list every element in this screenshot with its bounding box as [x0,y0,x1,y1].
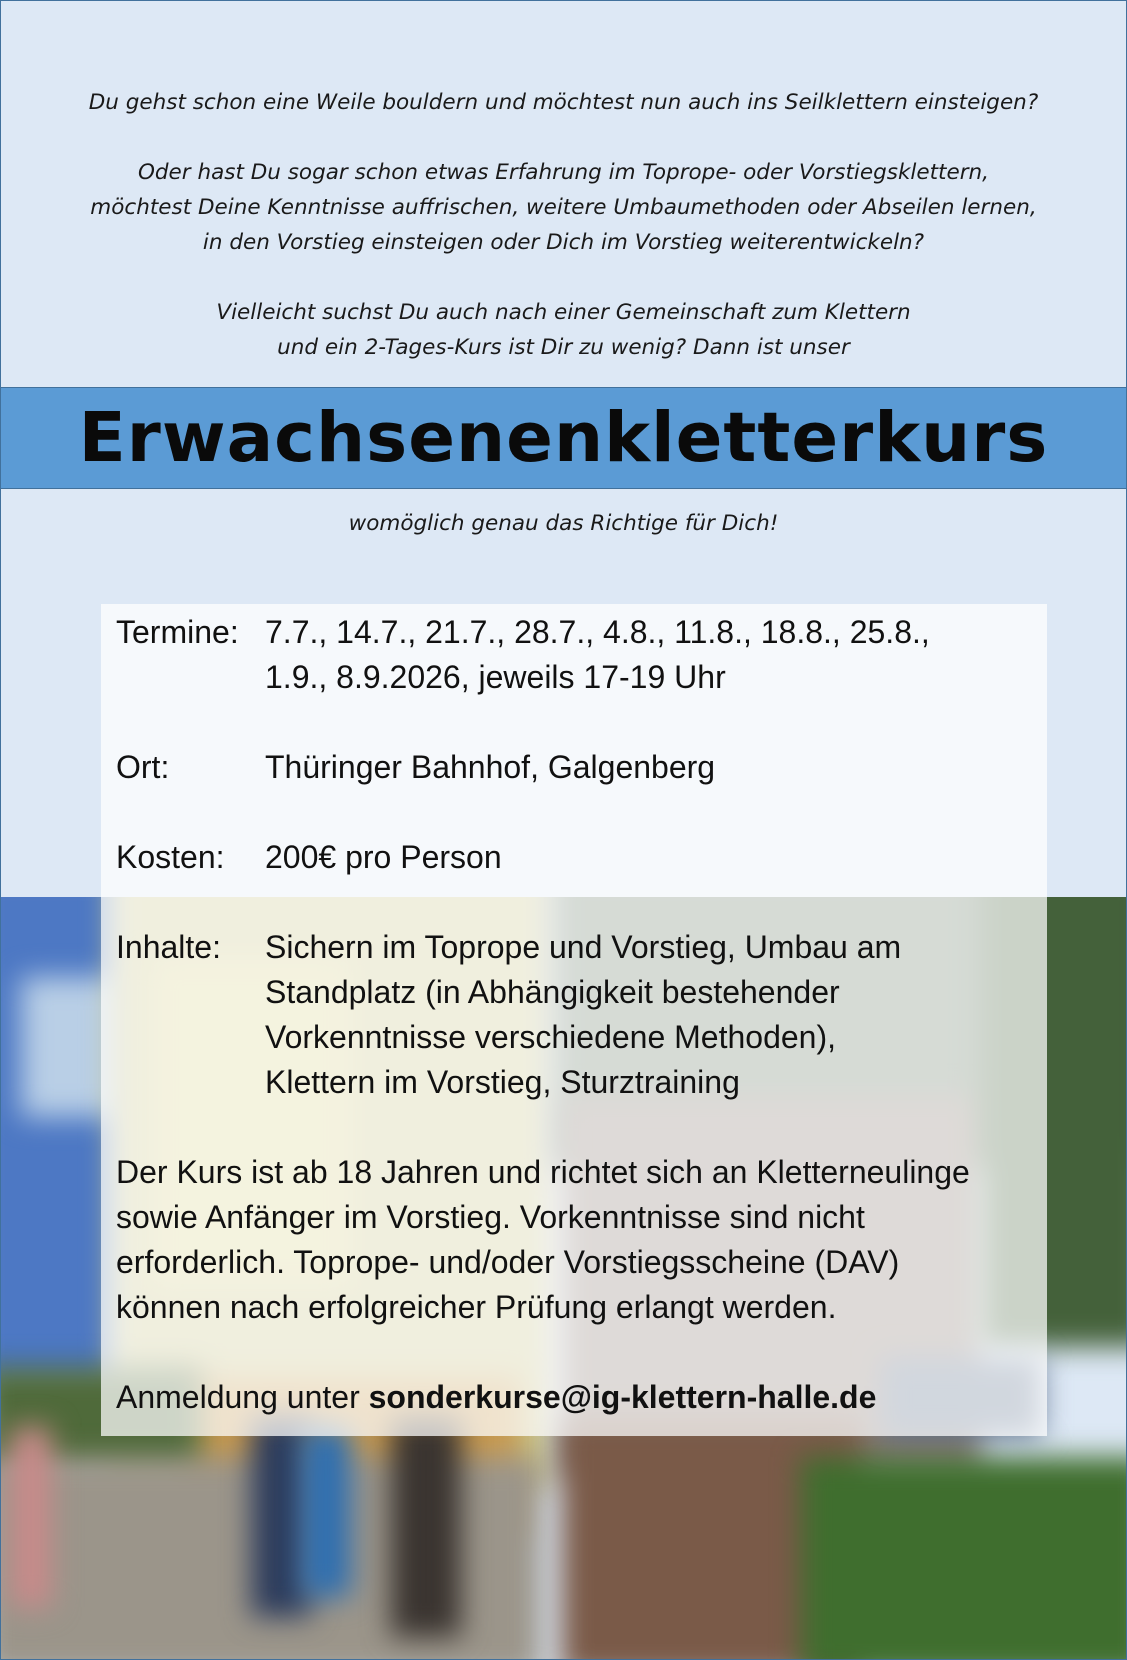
inhalte-label: Inhalte: [116,929,221,965]
page-title: Erwachsenenkletterkurs [78,398,1049,478]
info-card [101,604,1047,1436]
termine-value [265,610,1037,700]
description-line: Der Kurs ist ab 18 Jahren und richtet sich an Kletterneulinge [116,1154,970,1190]
registration-email[interactable]: sonderkurse@ig-klettern-halle.de [368,1379,877,1415]
inhalte-value [265,925,1037,1105]
ort-row [116,745,1037,790]
inhalte-line: Klettern im Vorstieg, Sturztraining [265,1064,740,1100]
intro-p3-line: Vielleicht suchst Du auch nach einer Gemeinschaft zum Klettern [216,300,911,325]
registration-prefix: Anmeldung unter [116,1379,369,1415]
kosten-row [116,835,1037,880]
intro-p2-line: in den Vorstieg einsteigen oder Dich im Vorstieg weiterentwickeln? [202,230,925,255]
info-content [116,610,1037,1420]
description-line: sowie Anfänger im Vorstieg. Vorkenntnisse sind nicht [116,1199,865,1235]
intro-p2-line: möchtest Deine Kenntnisse auffrischen, weitere Umbaumethoden oder Abseilen lernen, [90,195,1037,220]
ort-value: Thüringer Bahnhof, Galgenberg [265,749,716,785]
course-description [116,1150,1037,1330]
kosten-label: Kosten: [116,839,225,875]
registration-line [116,1375,1037,1420]
tagline: womöglich genau das Richtige für Dich! [348,511,779,536]
termine-line: 7.7., 14.7., 21.7., 28.7., 4.8., 11.8., 18.8., 25.8., [265,614,930,650]
inhalte-line: Sichern im Toprope und Vorstieg, Umbau am [265,929,902,965]
intro-text [1,85,1126,400]
termine-line: 1.9., 8.9.2026, jeweils 17-19 Uhr [265,659,726,695]
inhalte-row [116,925,1037,1105]
intro-p2-line: Oder hast Du sogar schon etwas Erfahrung im Toprope- oder Vorstiegsklettern, [137,160,990,185]
inhalte-line: Vorkenntnisse verschiedene Methoden), [265,1019,837,1055]
termine-label: Termine: [116,614,239,650]
intro-line-1: Du gehst schon eine Weile bouldern und möchtest nun auch ins Seilklettern einsteigen? [88,90,1039,115]
intro-p3-line: und ein 2-Tages-Kurs ist Dir zu wenig? Dann ist unser [277,335,850,360]
title-banner [1,387,1126,489]
termine-row [116,610,1037,700]
description-line: erforderlich. Toprope- und/oder Vorstiegsscheine (DAV) [116,1244,900,1280]
description-line: können nach erfolgreicher Prüfung erlangt werden. [116,1289,837,1325]
intro-paragraph-2 [1,155,1126,260]
intro-paragraph-3 [1,295,1126,365]
ort-label: Ort: [116,749,170,785]
kosten-value: 200€ pro Person [265,839,502,875]
inhalte-line: Standplatz (in Abhängigkeit bestehender [265,974,840,1010]
